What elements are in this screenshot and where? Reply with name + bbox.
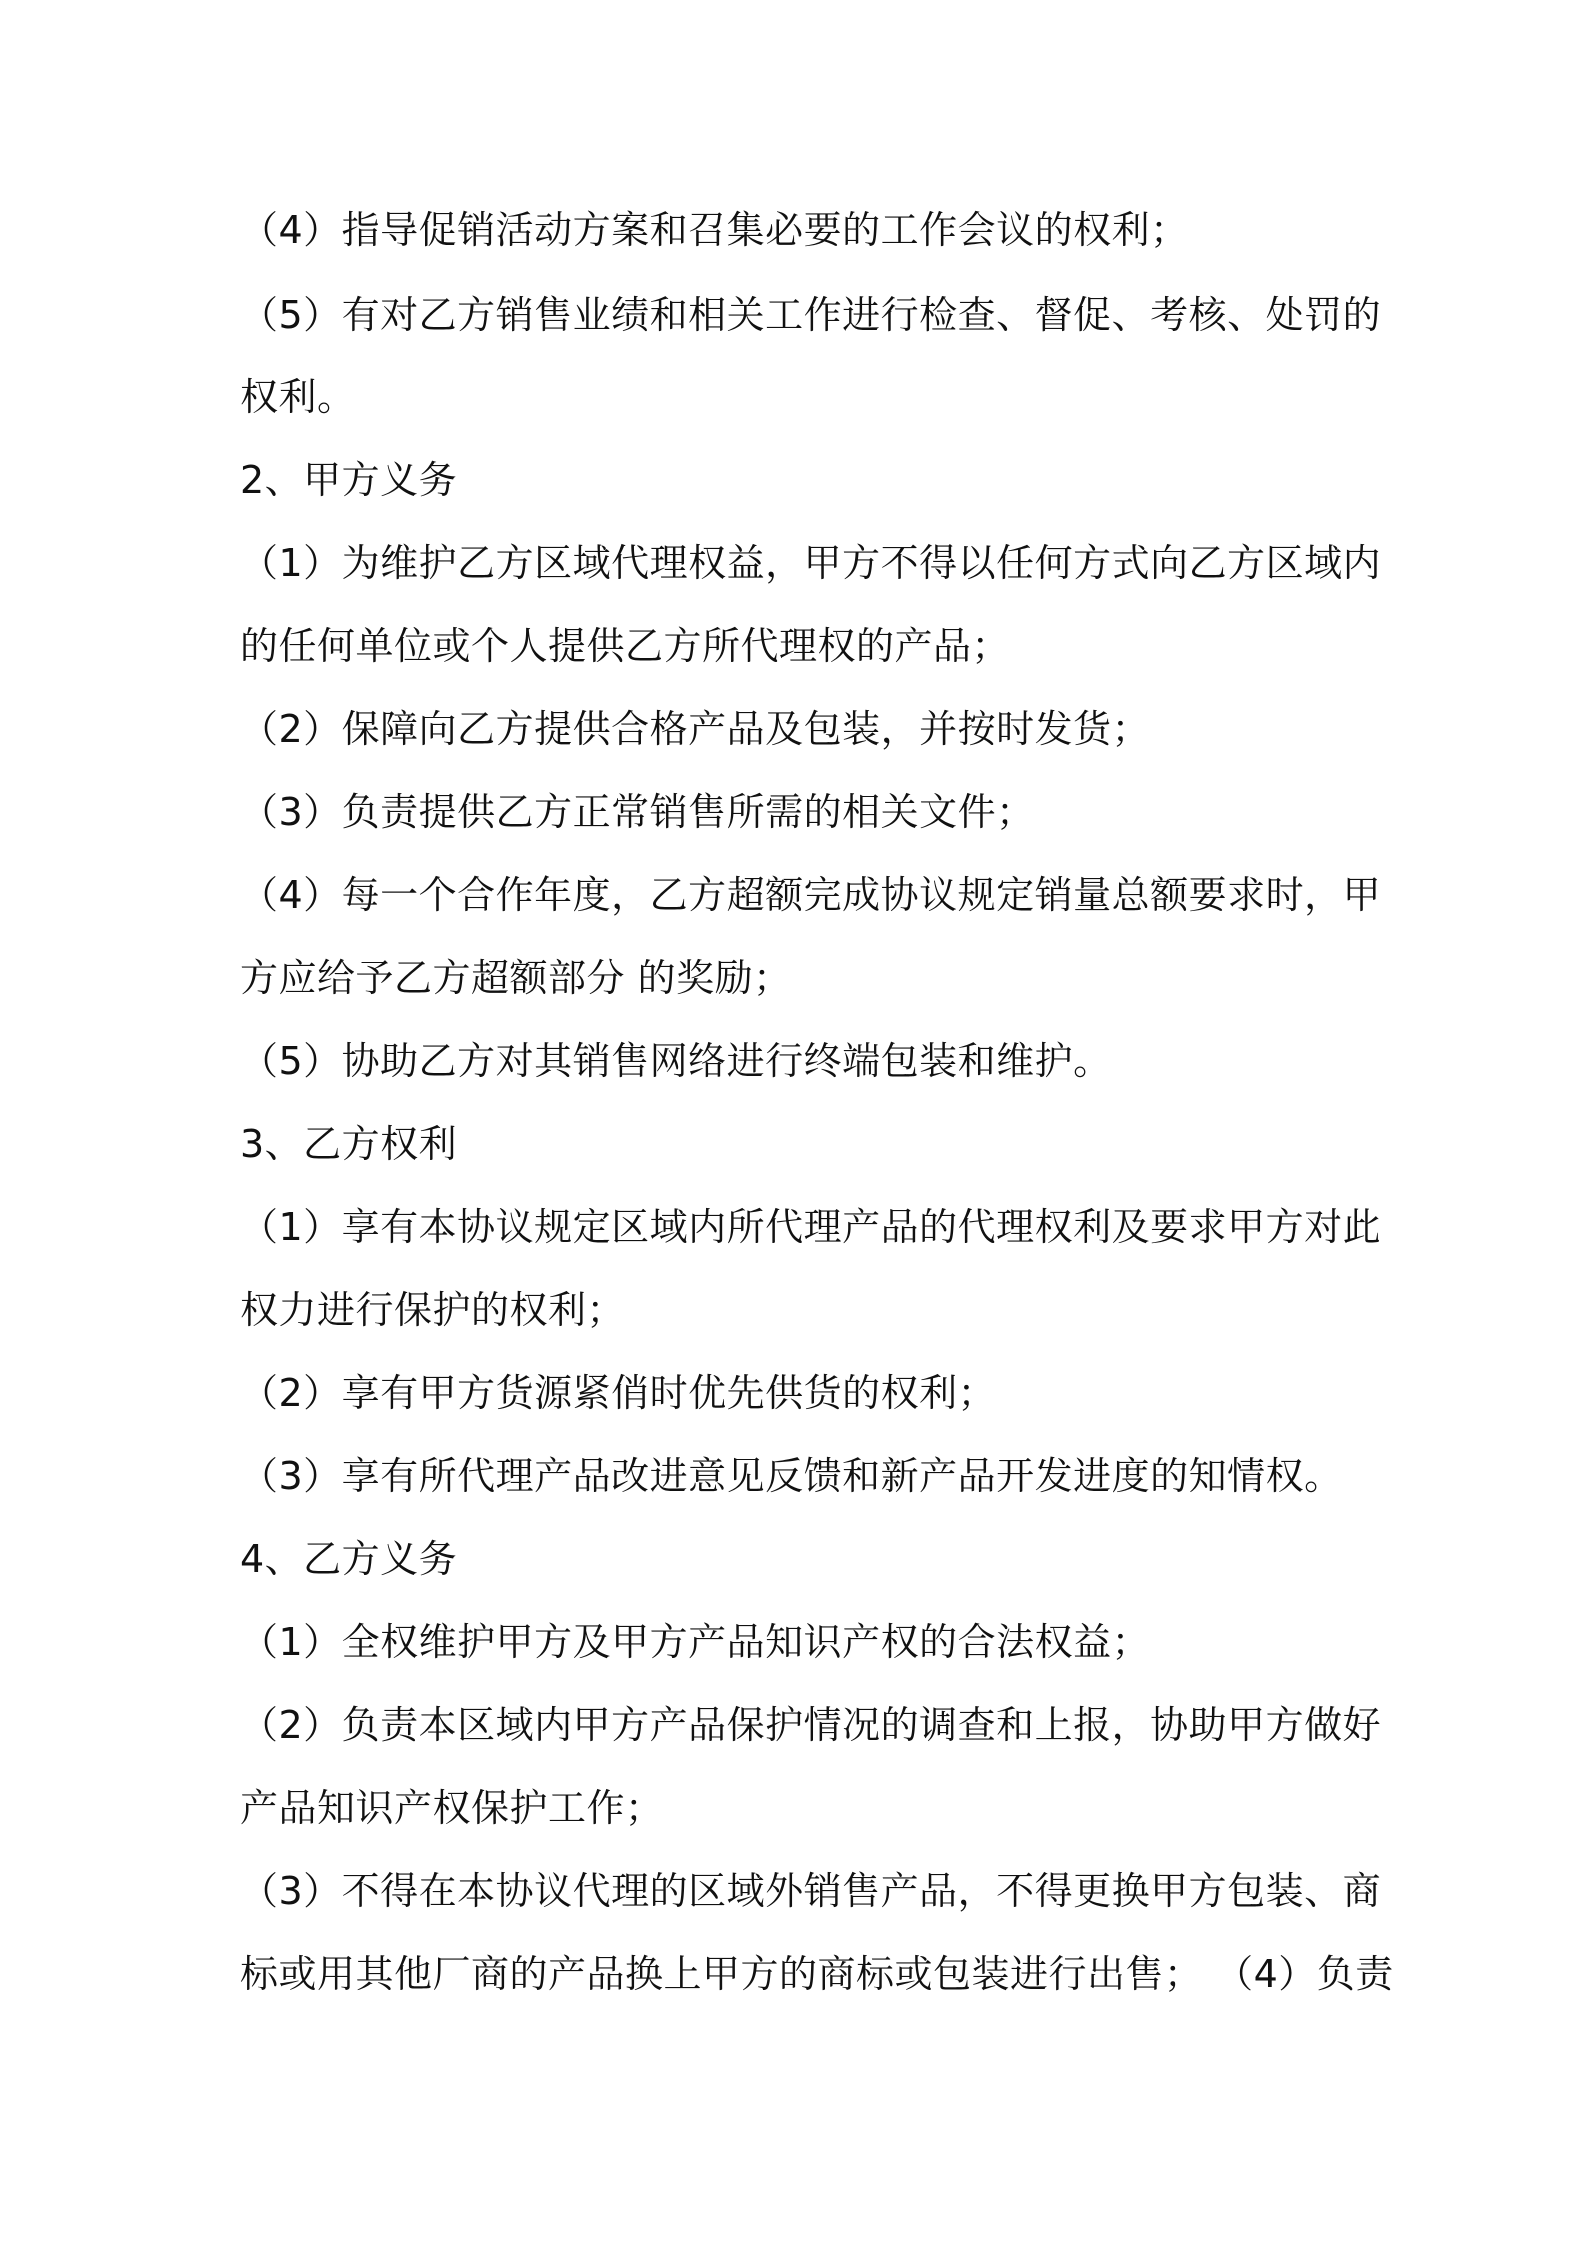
section-heading-party-a-obligations: 2、甲方义务 (240, 458, 458, 502)
clause-c1-rights-cont: 权力进行保护的权利； (240, 1288, 626, 1332)
clause-a5-rights-cont: 权利。 (240, 375, 356, 419)
section-heading-party-b-obligations: 4、乙方义务 (240, 1537, 458, 1581)
clause-d3-obligation-cont: 标或用其他厂商的产品换上甲方的商标或包装进行出售； （4）负责 (240, 1952, 1394, 1996)
clause-b4-obligation: （4）每一个合作年度，乙方超额完成协议规定销量总额要求时，甲 (240, 873, 1382, 917)
clause-b3-obligation: （3）负责提供乙方正常销售所需的相关文件； (240, 790, 1035, 834)
clause-d1-obligation: （1）全权维护甲方及甲方产品知识产权的合法权益； (240, 1620, 1151, 1664)
clause-a4-rights: （4）指导促销活动方案和召集必要的工作会议的权利； (240, 208, 1189, 252)
clause-c3-rights: （3）享有所代理产品改进意见反馈和新产品开发进度的知情权。 (240, 1454, 1343, 1498)
clause-c1-rights: （1）享有本协议规定区域内所代理产品的代理权利及要求甲方对此 (240, 1205, 1382, 1249)
clause-d2-obligation: （2）负责本区域内甲方产品保护情况的调查和上报，协助甲方做好 (240, 1703, 1382, 1747)
clause-b4-obligation-cont: 方应给予乙方超额部分 的奖励； (240, 956, 792, 1000)
section-heading-party-b-rights: 3、乙方权利 (240, 1122, 458, 1166)
clause-c2-rights: （2）享有甲方货源紧俏时优先供货的权利； (240, 1371, 997, 1415)
clause-b5-obligation: （5）协助乙方对其销售网络进行终端包装和维护。 (240, 1039, 1112, 1083)
clause-b2-obligation: （2）保障向乙方提供合格产品及包装，并按时发货； (240, 707, 1151, 751)
clause-d3-obligation: （3）不得在本协议代理的区域外销售产品，不得更换甲方包装、商 (240, 1869, 1382, 1913)
clause-a5-rights: （5）有对乙方销售业绩和相关工作进行检查、督促、考核、处罚的 (240, 293, 1382, 337)
clause-b1-obligation: （1）为维护乙方区域代理权益，甲方不得以任何方式向乙方区域内 (240, 541, 1382, 585)
clause-d2-obligation-cont: 产品知识产权保护工作； (240, 1786, 664, 1830)
clause-b1-obligation-cont: 的任何单位或个人提供乙方所代理权的产品； (240, 624, 1011, 668)
